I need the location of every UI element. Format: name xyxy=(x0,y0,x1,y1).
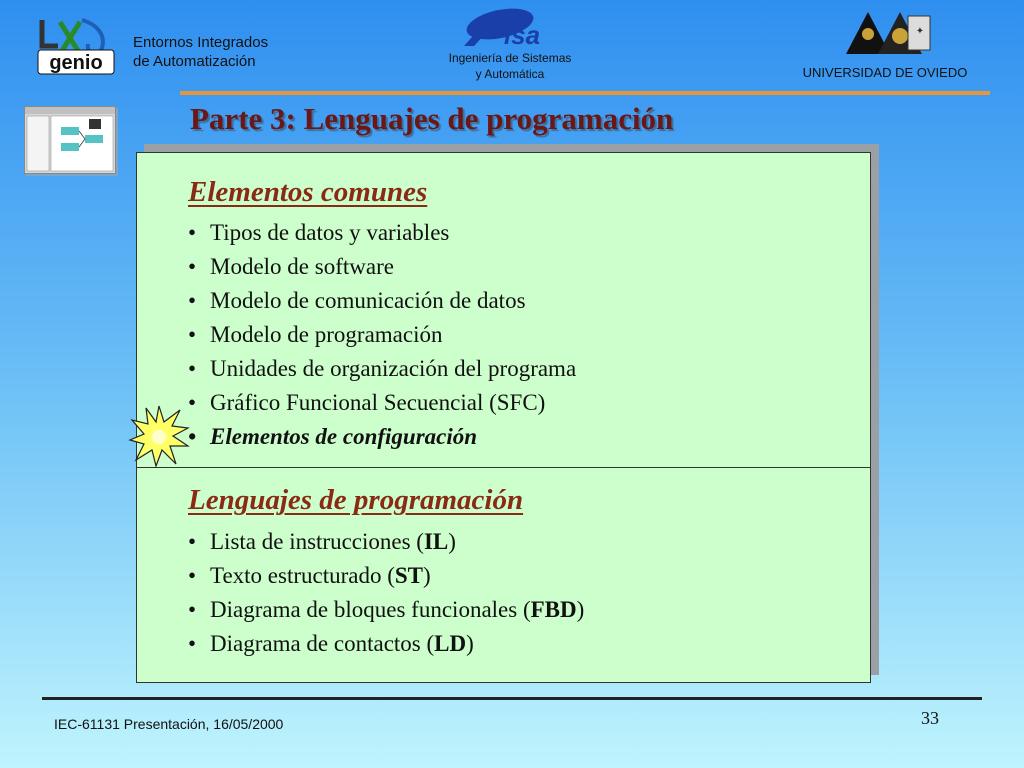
genio-org-name: Entornos Integrados de Automatización xyxy=(133,34,269,70)
list-item: • Gráfico Funcional Secuencial (SFC) xyxy=(188,390,546,415)
list-item: • Modelo de comunicación de datos xyxy=(188,288,526,313)
list-item-highlighted: • Elementos de configuración xyxy=(188,424,478,449)
slide-title: Parte 3: Lenguajes de programación xyxy=(190,101,674,136)
programming-languages-list xyxy=(188,525,584,661)
screenshot-thumbnail-icon xyxy=(24,106,116,174)
svg-text:✦: ✦ xyxy=(915,26,925,37)
list-item: • Diagrama de bloques funcionales (FBD) xyxy=(188,597,585,622)
list-item: • Unidades de organización del programa xyxy=(188,356,577,381)
genio-logo-icon xyxy=(36,14,116,76)
svg-text:genio: genio xyxy=(49,52,103,74)
list-item: • Lista de instrucciones (IL) xyxy=(188,529,456,554)
list-item: • Modelo de software xyxy=(188,254,394,279)
panel-divider xyxy=(137,467,870,468)
isa-org-name: Ingeniería de Sistemas y Automática xyxy=(448,51,572,81)
list-item: • Tipos de datos y variables xyxy=(188,220,450,245)
header-rule xyxy=(180,91,990,95)
page-number: 33 xyxy=(921,708,939,728)
svg-text:isa: isa xyxy=(503,20,541,48)
isa-logo-icon xyxy=(452,6,564,48)
list-item: • Diagrama de contactos (LD) xyxy=(188,631,474,656)
section-heading-programming-languages: Lenguajes de programación xyxy=(188,484,524,516)
footer-rule xyxy=(42,697,982,700)
section-heading-common-elements: Elementos comunes xyxy=(188,176,428,208)
starburst-icon xyxy=(128,404,190,468)
university-crest-icon xyxy=(838,4,938,58)
list-item: • Modelo de programación xyxy=(188,322,443,347)
common-elements-list xyxy=(188,216,576,454)
footer-text: IEC-61131 Presentación, 16/05/2000 xyxy=(54,716,284,732)
list-item: • Texto estructurado (ST) xyxy=(188,563,431,588)
university-name: UNIVERSIDAD DE OVIEDO xyxy=(802,65,968,80)
